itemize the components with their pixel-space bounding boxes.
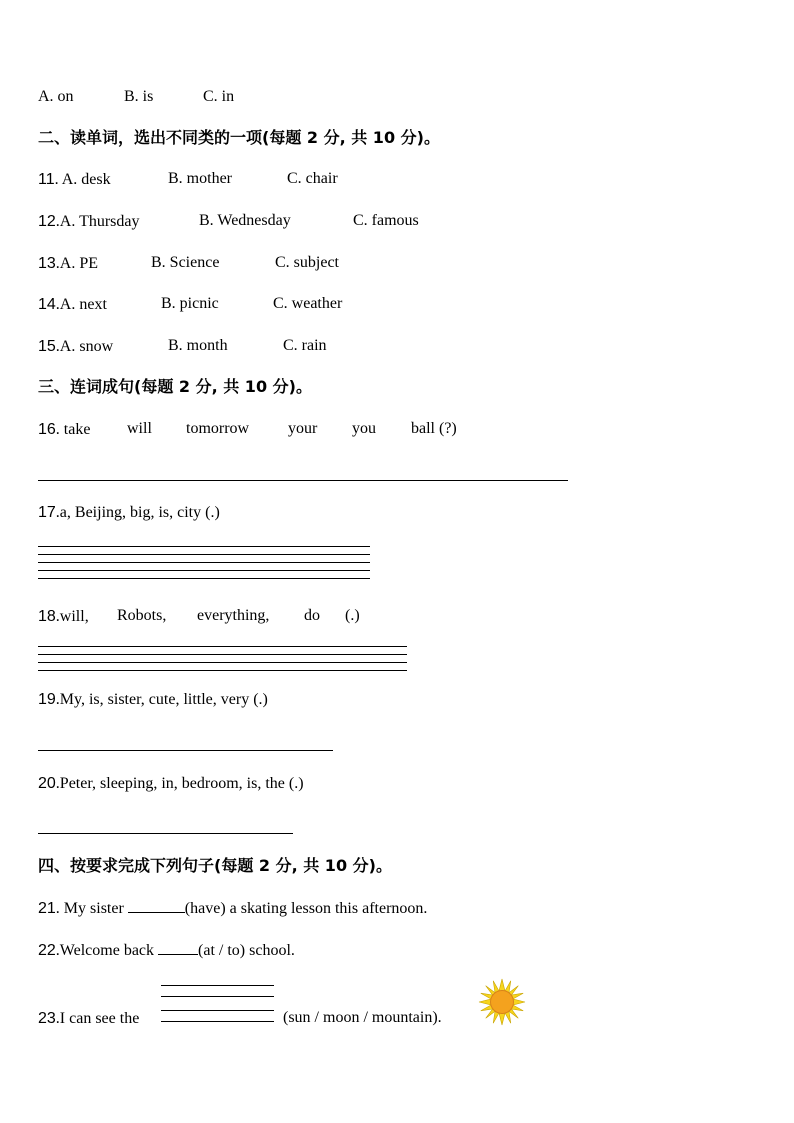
question-before: . My sister xyxy=(55,900,128,917)
q13-option-b: B. Science xyxy=(151,254,220,271)
q15-option-b: B. month xyxy=(168,337,228,354)
question-number: 20 xyxy=(38,775,56,792)
question-20 xyxy=(38,774,304,794)
q23-answer-line-2[interactable] xyxy=(161,996,274,997)
question-after: (at / to) school. xyxy=(198,942,295,959)
q17-answer-line-1[interactable] xyxy=(38,546,370,547)
question-after: (have) a skating lesson this afternoon. xyxy=(184,900,428,917)
question-text: .a, Beijing, big, is, city (.) xyxy=(55,504,220,521)
q11-option-c: C. chair xyxy=(287,170,338,187)
question-text: .My, is, sister, cute, little, very (.) xyxy=(55,691,268,708)
q16-answer-line[interactable] xyxy=(38,480,568,481)
q14-option-c: C. weather xyxy=(273,295,343,312)
question-14 xyxy=(38,295,107,315)
q16-word-6: ball (?) xyxy=(411,420,457,437)
section3-heading: 三、连词成句(每题 2 分, 共 10 分)。 xyxy=(38,377,312,396)
question-number: 18 xyxy=(38,608,56,625)
question-number: 22 xyxy=(38,942,56,959)
question-21 xyxy=(38,898,427,919)
option-a: A. PE xyxy=(59,255,99,272)
question-sep: . xyxy=(55,255,60,272)
question-number: 17 xyxy=(38,504,56,521)
q18-answer-line-2[interactable] xyxy=(38,654,407,655)
q13-option-c: C. subject xyxy=(275,254,339,271)
question-15 xyxy=(38,337,113,357)
question-sep: . xyxy=(55,338,60,355)
question-13 xyxy=(38,254,98,274)
question-before: .I can see the xyxy=(55,1010,140,1027)
question-19 xyxy=(38,690,268,710)
q15-option-c: C. rain xyxy=(283,337,327,354)
question-number: 12 xyxy=(38,213,56,230)
question-before: .Welcome back xyxy=(55,942,159,959)
option-a: A. desk xyxy=(61,171,111,188)
question-number: 15 xyxy=(38,338,56,355)
q23-answer-line-4[interactable] xyxy=(161,1021,274,1022)
q18-answer-line-3[interactable] xyxy=(38,662,407,663)
question-number: 11 xyxy=(38,171,55,188)
q18-word-4: do xyxy=(304,607,320,624)
question-number: 16 xyxy=(38,421,56,438)
q19-answer-line[interactable] xyxy=(38,750,333,751)
q17-answer-line-5[interactable] xyxy=(38,578,370,579)
question-number: 14 xyxy=(38,296,56,313)
question-text: .Peter, sleeping, in, bedroom, is, the (.) xyxy=(55,775,304,792)
q16-word-5: you xyxy=(352,420,376,437)
question-sep: . xyxy=(54,171,62,188)
question-number: 23 xyxy=(38,1010,56,1027)
question-23 xyxy=(38,1009,139,1029)
q17-answer-line-2[interactable] xyxy=(38,554,370,555)
top-option-b: B. is xyxy=(124,88,154,105)
option-a: A. snow xyxy=(59,338,114,355)
question-12 xyxy=(38,212,140,232)
question-17 xyxy=(38,503,220,523)
q12-option-b: B. Wednesday xyxy=(199,212,291,229)
option-a: A. next xyxy=(59,296,107,313)
question-11 xyxy=(38,170,111,190)
top-option-a: A. on xyxy=(38,88,74,105)
q23-choices: (sun / moon / mountain). xyxy=(283,1009,442,1026)
word-1: . take xyxy=(55,421,91,438)
q11-option-b: B. mother xyxy=(168,170,232,187)
q22-blank[interactable] xyxy=(158,940,198,955)
q16-word-3: tomorrow xyxy=(186,420,250,437)
question-number: 13 xyxy=(38,255,56,272)
section2-heading: 二、读单词，选出不同类的一项(每题 2 分, 共 10 分)。 xyxy=(38,128,440,147)
question-number: 21 xyxy=(38,900,56,917)
word-1: .will, xyxy=(55,608,89,625)
question-sep: . xyxy=(55,213,60,230)
question-22 xyxy=(38,940,295,961)
q20-answer-line[interactable] xyxy=(38,833,293,834)
q18-answer-line-4[interactable] xyxy=(38,670,407,671)
section4-heading: 四、按要求完成下列句子(每题 2 分, 共 10 分)。 xyxy=(38,856,392,875)
q16-word-2: will xyxy=(127,420,152,437)
top-option-c: C. in xyxy=(203,88,235,105)
q21-blank[interactable] xyxy=(128,898,185,913)
q18-word-2: Robots, xyxy=(117,607,167,624)
q16-word-4: your xyxy=(288,420,318,437)
q17-answer-line-3[interactable] xyxy=(38,562,370,563)
q18-word-5: (.) xyxy=(345,607,360,624)
q18-word-3: everything, xyxy=(197,607,270,624)
q14-option-b: B. picnic xyxy=(161,295,219,312)
question-16 xyxy=(38,420,90,440)
q23-answer-line-1[interactable] xyxy=(161,985,274,986)
q18-answer-line-1[interactable] xyxy=(38,646,407,647)
option-a: A. Thursday xyxy=(59,213,140,230)
q12-option-c: C. famous xyxy=(353,212,419,229)
question-18 xyxy=(38,607,89,627)
q23-answer-line-3[interactable] xyxy=(161,1010,274,1011)
question-number: 19 xyxy=(38,691,56,708)
q17-answer-line-4[interactable] xyxy=(38,570,370,571)
question-sep: . xyxy=(55,296,60,313)
sun-icon xyxy=(478,978,526,1026)
